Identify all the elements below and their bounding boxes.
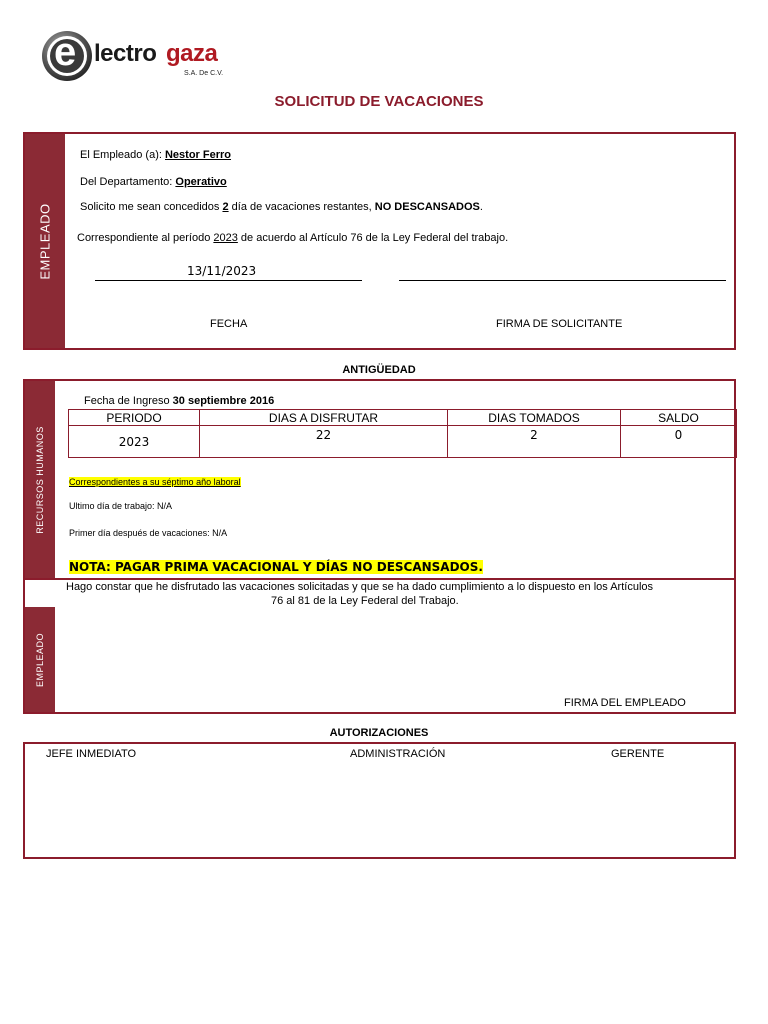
empleado-name-value: Nestor Ferro (164, 149, 232, 161)
col-saldo: SALDO (621, 410, 737, 426)
departamento-line (80, 176, 227, 188)
constancia-text-line2: 76 al 81 de la Ley Federal del Trabajo. (271, 595, 459, 607)
jefe-inmediato-label: JEFE INMEDIATO (46, 748, 137, 760)
section-divider (25, 578, 734, 580)
empleado-section (23, 132, 736, 350)
antiguedad-table (68, 409, 737, 458)
nota-prima: NOTA: PAGAR PRIMA VACACIONAL Y DÍAS NO DESCANSADOS. (69, 560, 483, 574)
recursos-humanos-section (23, 379, 736, 714)
logo-word-electro: lectro (94, 40, 157, 67)
constancia-text-line1: Hago constar que he disfrutado las vacaciones solicitadas y que se ha dado cumplimiento a lo dispuesto en los Artículos (66, 581, 654, 593)
company-logo (40, 28, 240, 84)
cell-saldo: 0 (621, 426, 737, 458)
gerente-label: GERENTE (611, 748, 665, 760)
fecha-label: FECHA (210, 318, 248, 330)
solicitud-mid: día de vacaciones restantes, (228, 201, 375, 213)
periodo-year: 2023 (213, 232, 238, 244)
fecha-ingreso-line (84, 395, 274, 407)
empleado2-side-label: EMPLEADO (35, 632, 46, 687)
rh-side-label-bar (25, 381, 55, 579)
col-dias-disfrutar: DIAS A DISFRUTAR (200, 410, 448, 426)
autorizaciones-section (23, 742, 736, 859)
primer-dia: Primer día después de vacaciones: N/A (69, 528, 228, 538)
empleado2-side-label-bar (25, 607, 55, 712)
highlight-note: Correspondientes a su séptimo año laboral (69, 477, 241, 487)
logo-word-gaza: gaza (166, 40, 218, 67)
departamento-label: Del Departamento: (80, 176, 176, 188)
empleado-name-label: El Empleado (a): (80, 149, 165, 161)
col-dias-tomados: DIAS TOMADOS (448, 410, 621, 426)
firma-solicitante-label: FIRMA DE SOLICITANTE (496, 318, 623, 330)
fecha-ingreso-value: 30 septiembre 2016 (172, 395, 275, 407)
page-title: SOLICITUD DE VACACIONES (274, 93, 484, 110)
ultimo-dia: Ultimo día de trabajo: N/A (69, 501, 173, 511)
empleado-side-label-bar (25, 134, 65, 348)
fecha-ingreso-label: Fecha de Ingreso (84, 395, 173, 407)
autorizaciones-heading: AUTORIZACIONES (329, 727, 429, 739)
firma-signature-line (399, 280, 726, 281)
firma-empleado-label: FIRMA DEL EMPLEADO (564, 697, 686, 709)
cell-periodo: 2023 (69, 426, 200, 458)
table-header-row (69, 410, 737, 426)
date-value: 13/11/2023 (187, 264, 257, 278)
logo-letter: e (54, 30, 77, 74)
solicitud-bold: NO DESCANSADOS (374, 201, 480, 213)
periodo-suffix: de acuerdo al Artículo 76 de la Ley Federal del trabajo. (237, 232, 509, 244)
col-periodo: PERIODO (69, 410, 200, 426)
solicitud-end: . (479, 201, 483, 213)
solicitud-days: 2 (222, 201, 229, 213)
cell-dias-tomados: 2 (448, 426, 621, 458)
departamento-value: Operativo (175, 176, 227, 188)
solicitud-line (80, 201, 483, 213)
periodo-line (77, 232, 508, 244)
empleado-name-line (80, 149, 231, 161)
table-row (69, 426, 737, 458)
administracion-label: ADMINISTRACIÓN (350, 748, 446, 760)
solicitud-prefix: Solicito me sean concedidos (80, 201, 223, 213)
empleado-side-label: EMPLEADO (37, 202, 53, 280)
date-signature-line (95, 280, 362, 281)
cell-dias-disfrutar: 22 (200, 426, 448, 458)
logo-subtitle: S.A. De C.V. (184, 70, 224, 77)
periodo-prefix: Correspondiente al período (77, 232, 214, 244)
rh-side-label: RECURSOS HUMANOS (35, 426, 46, 534)
antiguedad-heading: ANTIGÜEDAD (342, 364, 416, 376)
